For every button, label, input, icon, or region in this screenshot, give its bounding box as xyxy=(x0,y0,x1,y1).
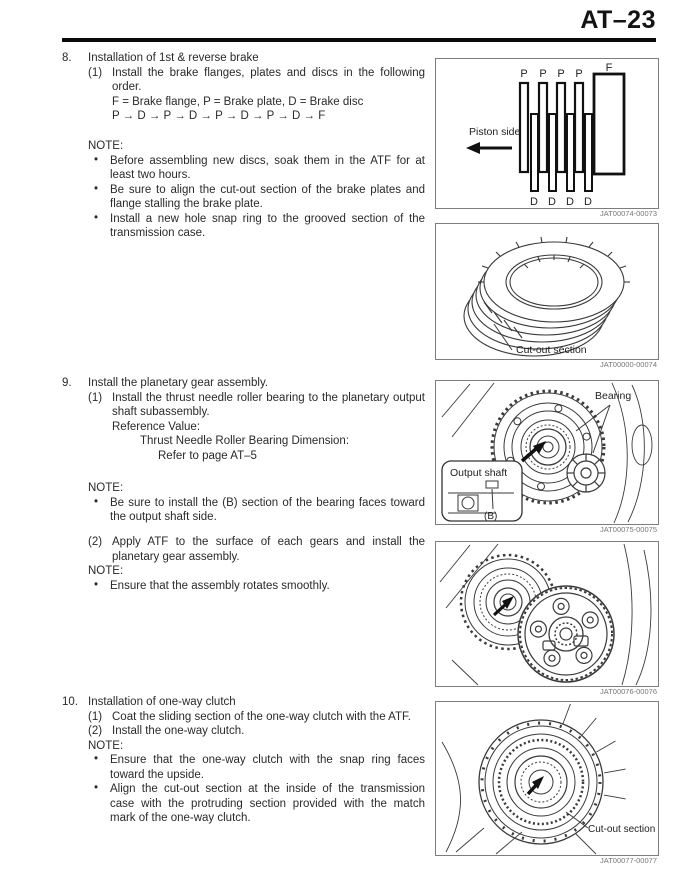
section-8 xyxy=(62,51,425,124)
step-text: Apply ATF to the surface of each gears and install the planetary gear assembly. xyxy=(112,536,425,563)
piston-side-arrow-icon xyxy=(466,142,480,154)
figure-caption: JAT00075-00075 xyxy=(600,525,657,534)
note-bullet xyxy=(62,579,425,594)
figure-one-way-clutch xyxy=(435,701,659,856)
reference-line: Refer to page AT–5 xyxy=(158,449,257,462)
bullet-text: Be sure to install the (B) section of the bearing faces toward the output shaft side. xyxy=(110,496,425,523)
step-number: (1) xyxy=(88,391,103,404)
disc-label-d: D xyxy=(566,196,574,208)
step-text: Install the one-way clutch. xyxy=(112,725,245,737)
section-8-heading xyxy=(62,51,425,66)
section-number: 10. xyxy=(62,696,78,708)
section-9-heading xyxy=(62,376,425,391)
section-8-note xyxy=(62,139,425,241)
step-number: (1) xyxy=(88,710,103,723)
one-way-clutch-drawing xyxy=(436,702,658,855)
section-9 xyxy=(62,376,425,463)
header-rule xyxy=(62,38,656,42)
planetary-install-drawing xyxy=(436,542,658,686)
b-section-label: (B) xyxy=(484,511,498,522)
figure-disc-stack xyxy=(435,223,659,360)
section-9-note xyxy=(62,481,425,525)
output-shaft-label: Output shaft xyxy=(450,467,508,479)
step-1 xyxy=(62,391,425,420)
note-bullet xyxy=(62,496,425,525)
piston-side-label: Piston side xyxy=(469,126,521,138)
disc-label-d: D xyxy=(530,196,538,208)
note-bullet xyxy=(62,753,425,782)
note-bullet xyxy=(62,183,425,212)
figure-caption: JAT00074-00073 xyxy=(600,209,657,218)
plate-label-p: P xyxy=(520,68,528,80)
section-title: Installation of 1st & reverse brake xyxy=(88,52,259,64)
section-title: Installation of one-way clutch xyxy=(88,696,236,708)
bullet-text: Align the cut-out section at the inside of the transmission case with the protruding section provided with the match mark of the one-way clutch. xyxy=(110,783,425,824)
note-label: NOTE: xyxy=(88,565,124,577)
brake-stack-diagram xyxy=(436,59,658,208)
bullet-text: Be sure to align the cut-out section of the brake plates and flange stalling the brake plate. xyxy=(110,183,425,210)
disc-stack-drawing xyxy=(436,224,658,359)
note-label: NOTE: xyxy=(88,482,124,494)
step-1 xyxy=(62,66,425,95)
bullet-glyph: • xyxy=(94,495,99,508)
bullet-glyph: • xyxy=(94,153,99,166)
section-9-step-2 xyxy=(62,535,425,593)
bullet-glyph: • xyxy=(94,578,99,591)
bullet-text: Install a new hole snap ring to the grooved section of the transmission case. xyxy=(110,212,425,239)
section-10-heading xyxy=(62,695,425,710)
section-number: 9. xyxy=(62,377,72,389)
step-number: (2) xyxy=(88,725,103,737)
figure-caption: JAT00076-00076 xyxy=(600,687,657,696)
reference-label: Reference Value: xyxy=(112,420,201,433)
reference-line: Thrust Needle Roller Bearing Dimension: xyxy=(140,435,350,447)
step-number: (2) xyxy=(88,536,103,548)
bullet-glyph: • xyxy=(94,753,99,765)
legend-line: F = Brake flange, P = Brake plate, D = Brake disc xyxy=(112,95,364,108)
plate-label-p: P xyxy=(557,68,565,80)
step-2 xyxy=(62,724,425,739)
page-number: AT–23 xyxy=(580,6,656,34)
note-label: NOTE: xyxy=(88,140,124,152)
section-title: Install the planetary gear assembly. xyxy=(88,377,269,389)
note-label: NOTE: xyxy=(88,739,124,752)
plate-label-p: P xyxy=(575,68,583,80)
step-text: Coat the sliding section of the one-way clutch with the ATF. xyxy=(112,710,411,723)
plate-label-p: P xyxy=(539,68,547,80)
bullet-glyph: • xyxy=(94,782,99,794)
step-2 xyxy=(62,535,425,564)
order-line: P → D → P → D → P → D → P → D → F xyxy=(112,110,326,122)
flange-label-f: F xyxy=(605,62,613,74)
bullet-glyph: • xyxy=(94,182,99,195)
section-10 xyxy=(62,695,425,826)
figure-caption: JAT00000-00074 xyxy=(600,360,657,369)
disc-label-d: D xyxy=(548,196,556,208)
note-bullet xyxy=(62,212,425,241)
figure-caption: JAT00077-00077 xyxy=(600,856,657,865)
section-number: 8. xyxy=(62,52,72,64)
step-text: Install the thrust needle roller bearing to the planetary output shaft subassembly. xyxy=(112,391,425,418)
figure-planetary-install xyxy=(435,541,659,687)
disc-label-d: D xyxy=(584,196,592,208)
cutout-section-label: Cut-out section xyxy=(588,824,656,835)
bullet-text: Ensure that the assembly rotates smoothly. xyxy=(110,579,330,592)
bearing-label: Bearing xyxy=(595,390,632,402)
figure-bearing-install xyxy=(435,380,659,525)
figure-brake-stack xyxy=(435,58,659,209)
step-1 xyxy=(62,710,425,725)
note-bullet xyxy=(62,154,425,183)
step-number: (1) xyxy=(88,66,103,79)
step-text: Install the brake flanges, plates and discs in the following order. xyxy=(112,66,425,93)
bearing-install-drawing xyxy=(436,381,658,524)
cutout-section-label: Cut-out section xyxy=(516,344,587,356)
note-bullet xyxy=(62,782,425,826)
bullet-text: Before assembling new discs, soak them in the ATF for at least two hours. xyxy=(110,154,425,181)
bullet-text: Ensure that the one-way clutch with the snap ring faces toward the upside. xyxy=(110,754,425,781)
bullet-glyph: • xyxy=(94,211,99,224)
